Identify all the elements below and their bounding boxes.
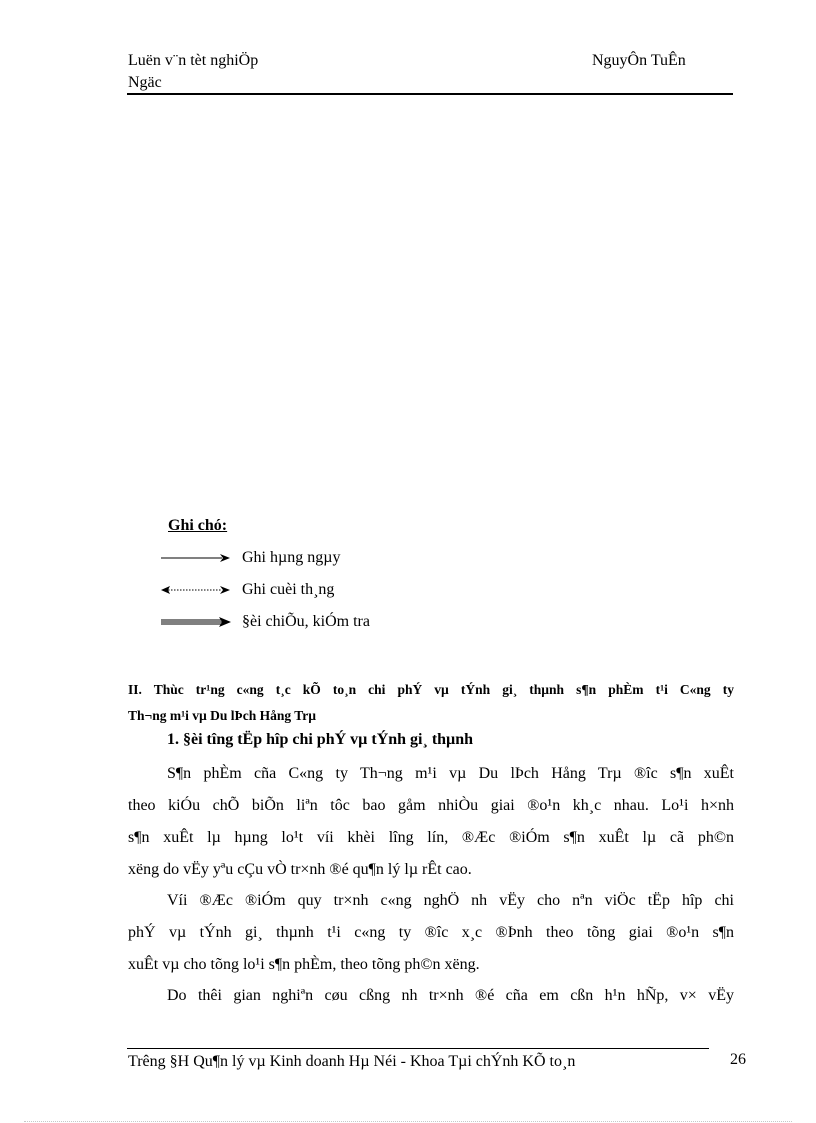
footer-institution: Trêng §H Qu¶n lý vµ Kinh doanh Hµ Néi - Khoa Tµi chÝnh KÕ to¸n: [128, 1053, 576, 1070]
paragraph-1: [128, 758, 734, 886]
thesis-title-line1: Luën v¨n tèt nghiÖp: [128, 52, 259, 69]
paragraph-line: Do thêi gian nghiªn cøu cßng nh tr×nh ®é cña em cßn h¹n hÑp, v× vËy: [167, 987, 734, 1004]
paragraph-line: phÝ vµ tÝnh gi¸ thµnh t¹i c«ng ty ®îc x¸c ®Þnh theo tõng giai ®o¹n s¶n: [128, 924, 734, 941]
legend-item-daily: [160, 546, 340, 570]
section-heading-line2: Th¬ng m¹i vµ Du lÞch Hång Trµ: [128, 708, 317, 723]
legend-item-crosscheck: [160, 610, 370, 634]
header-divider: [127, 93, 733, 95]
paragraph-line: s¶n xuÊt lµ hµng lo¹t víi khèi lîng lín, ®Æc ®iÓm s¶n xuÊt lµ cã ph©n: [128, 829, 734, 846]
section-heading-line1: II. Thùc tr¹ng c«ng t¸c kÕ to¸n chi phÝ vµ tÝnh gi¸ thµnh s¶n phÈm t¹i C«ng ty: [128, 682, 734, 697]
double-line-arrow-icon: [160, 615, 232, 629]
paragraph-line: theo kiÓu chÕ biÕn liªn tôc bao gåm nhiÒu giai ®o¹n kh¸c nhau. Lo¹i h×nh: [128, 797, 734, 814]
legend-label-daily: Ghi hµng ngµy: [242, 549, 341, 566]
page-edge-dotted-line: [24, 1121, 792, 1122]
thesis-title-line2: Ngäc: [128, 74, 162, 91]
section-heading: [128, 677, 734, 729]
paragraph-3: [128, 980, 734, 1012]
footer-divider: [127, 1048, 709, 1049]
legend-label-crosscheck: §èi chiÕu, kiÓm tra: [242, 613, 370, 630]
dotted-double-arrow-icon: [160, 583, 232, 597]
legend-label-monthly: Ghi cuèi th¸ng: [242, 581, 335, 598]
solid-arrow-icon: [160, 551, 232, 565]
page-number: 26: [730, 1051, 746, 1068]
author-name: NguyÔn TuÊn: [592, 52, 686, 69]
paragraph-2: [128, 885, 734, 981]
paragraph-line: S¶n phÈm cña C«ng ty Th¬ng m¹i vµ Du lÞch Hång Trµ ®îc s¶n xuÊt: [167, 765, 734, 782]
subsection-heading: 1. §èi tîng tËp hîp chi phÝ vµ tÝnh gi¸ thµnh: [167, 731, 474, 748]
paragraph-line: xuÊt vµ cho tõng lo¹i s¶n phÈm, theo tõng ph©n xëng.: [128, 956, 480, 973]
header-left: [128, 50, 428, 94]
paragraph-line: xëng do vËy yªu cÇu vÒ tr×nh ®é qu¶n lý lµ rÊt cao.: [128, 861, 472, 878]
paragraph-line: Víi ®Æc ®iÓm quy tr×nh c«ng nghÖ nh vËy cho nªn viÖc tËp hîp chi: [167, 892, 734, 909]
legend-title: Ghi chó:: [168, 517, 228, 534]
legend-item-monthly: [160, 578, 334, 602]
